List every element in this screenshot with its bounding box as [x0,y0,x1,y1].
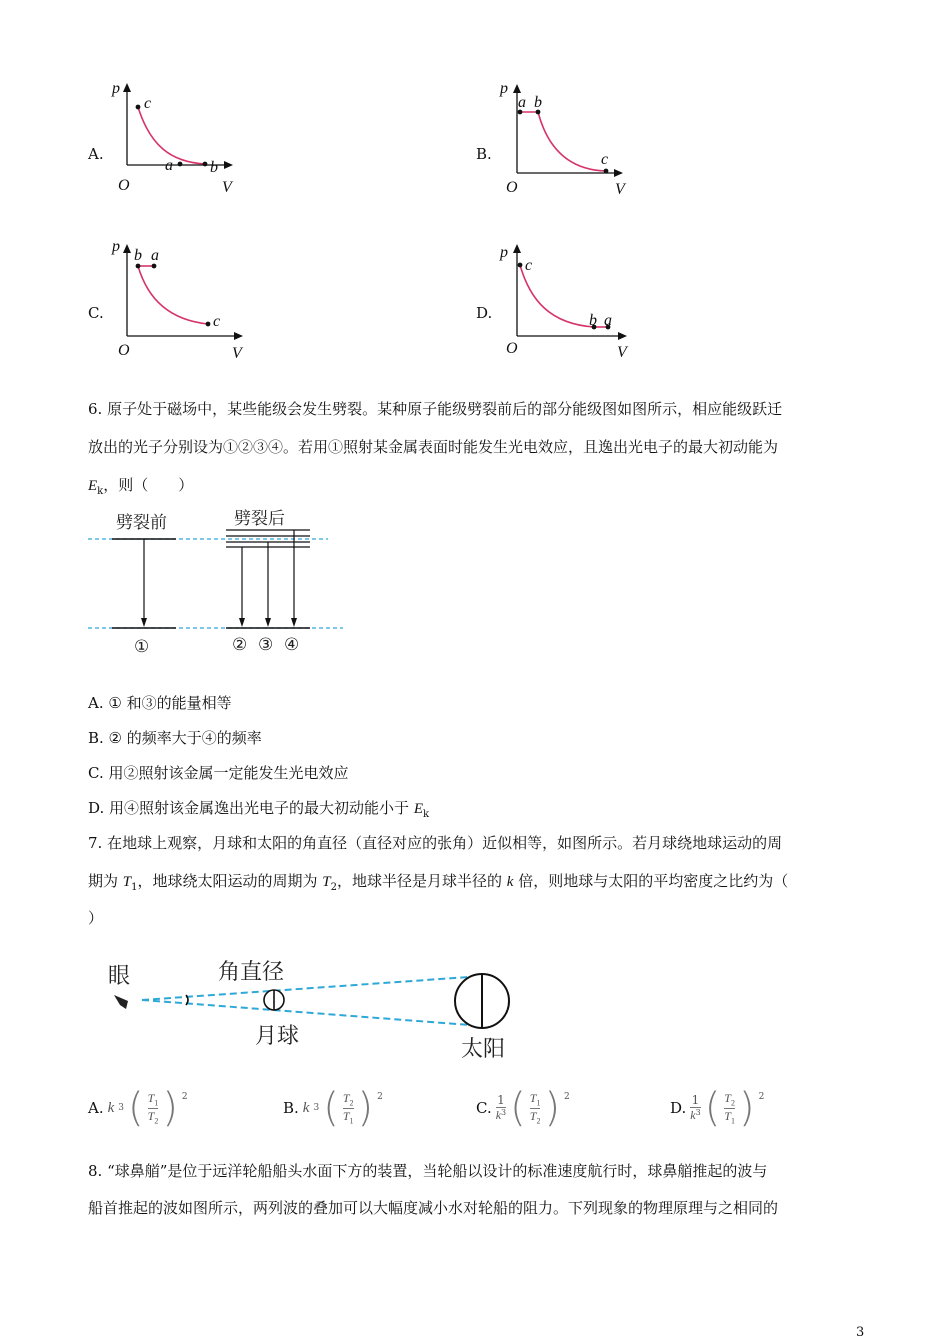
fraction [724,1091,735,1125]
point-label: c [525,257,533,274]
photon-2-label: ② [232,635,248,655]
denominator: $T_1$ [724,1108,735,1125]
origin-o: O [506,340,518,357]
q5-option-a-letter: A. [88,145,104,163]
fraction [530,1091,541,1125]
fraction [690,1093,700,1123]
label-moon: 月球 [255,1024,300,1049]
k-symbol: k [495,1108,502,1122]
ek-subscript: k [422,809,430,820]
numerator: 1 [691,1093,700,1107]
point-label: c [213,313,221,330]
q7-text: 期为 [88,872,123,890]
q5-option-b-letter: B. [476,145,492,163]
point-label: b [589,312,597,329]
option-letter: C. [476,1098,492,1117]
point-label: b [134,247,142,264]
k-symbol: k [107,1099,115,1116]
k-symbol: k [302,1099,310,1116]
axis-v: V [232,345,242,362]
axis-v: V [222,179,232,196]
option-letter: B. [283,1098,299,1117]
q6-option-d [88,801,429,820]
numerator: $T_2$ [724,1091,735,1108]
q6-text-line1: 6. 原子处于磁场中，某些能级会发生劈裂。某种原子能级劈裂前后的部分能级图如图所示，相应能级跃迁 [88,400,783,418]
label-sun: 太阳 [461,1037,506,1062]
numerator: $T_1$ [529,1091,541,1108]
q7-option-b: B. k 3 ( $\frac{T_2}{T_1}$ ) 2 [283,1085,383,1131]
axis-p: p [500,244,508,261]
option-letter: D. [670,1098,687,1117]
q6-text-line2: 放出的光子分别设为①②③④。若用①照射某金属表面时能发生光电效应，且逸出光电子的最大初动能为 [88,438,779,456]
q5-graph-d [500,238,640,363]
axis-v: V [617,344,627,361]
exponent: 3 [695,1108,701,1117]
q5-option-d-letter: D. [476,304,493,322]
q8-text-line1: 8. “球鼻艏”是位于远洋轮船船头水面下方的装置，当轮船以设计的标准速度航行时，球鼻艏推起的波与 [88,1162,768,1180]
k-symbol: k [690,1108,696,1122]
t2-subscript: 2 [330,882,337,893]
q5-graph-a [110,80,250,200]
ek-symbol: E [88,478,98,494]
q6-option-c: C. 用②照射该金属一定能发生光电效应 [88,764,349,782]
numerator: $T_1$ [147,1091,159,1108]
point-label: a [604,312,612,329]
exponent: 2 [758,1092,765,1102]
q7-option-d: D. $\frac{1}{k^3}$ ( $\frac{T_2}{T_1}$ ) 2 [670,1085,765,1131]
ek-subscript: k [97,486,104,497]
label-before-split: 劈裂前 [116,513,167,533]
ek-symbol: E [413,801,423,817]
point-label: a [165,157,173,174]
q6-option-b: B. ② 的频率大于④的频率 [88,729,262,747]
label-angular-diameter: 角直径 [218,960,285,985]
exponent: 2 [377,1092,383,1102]
exponent: 3 [118,1103,125,1113]
q7-option-a: A. k 3 ( $\frac{T_1}{T_2}$ ) 2 [88,1085,188,1131]
point-label: c [601,151,609,168]
origin-o: O [118,342,130,359]
numerator: 1 [497,1093,505,1107]
option-letter: A. [88,1098,104,1117]
axis-v: V [615,181,625,198]
page-number: 3 [856,1325,865,1340]
photon-3-label: ③ [258,635,274,655]
q6-option-d-text: D. 用④照射该金属逸出光电子的最大初动能小于 [88,799,414,817]
q6-text-line3 [88,478,193,497]
t2-symbol: T [322,874,331,890]
q7-option-c: C. $\frac{1}{k^3}$ ( $\frac{T_1}{T_2}$ ) 2 [476,1085,570,1131]
photon-4-label: ④ [284,635,300,655]
point-label: c [144,95,152,112]
t1-symbol: T [122,874,132,890]
fraction [148,1091,159,1125]
q5-graph-c [110,238,250,363]
label-after-split: 劈裂后 [234,509,285,529]
point-label: a [518,94,526,111]
axis-p: p [112,80,120,97]
fraction [496,1093,506,1123]
q7-text-line2 [88,874,788,893]
photon-1-label: ① [134,637,150,657]
fraction [343,1091,354,1125]
k-symbol: k [506,874,514,890]
q5-graph-b [500,80,640,200]
exponent: 2 [564,1092,570,1102]
origin-o: O [118,177,130,194]
exponent: 2 [181,1092,188,1102]
denominator: $T_1$ [342,1108,354,1125]
q7-text: 倍，则地球与太阳的平均密度之比约为（ [513,872,789,890]
q6-option-a: A. ① 和③的能量相等 [88,694,232,712]
numerator: $T_2$ [342,1091,354,1108]
denominator: $T_2$ [529,1108,541,1125]
point-label: a [151,247,159,264]
q6-energy-level-diagram [88,500,358,660]
label-eye: 眼 [108,964,131,989]
denominator: $T_2$ [147,1108,159,1125]
point-label: b [210,159,218,176]
q7-text: ，地球半径是月球半径的 [337,872,507,890]
origin-o: O [506,179,518,196]
point-label: b [534,94,542,111]
q7-text-line1: 7. 在地球上观察，月球和太阳的角直径（直径对应的张角）近似相等，如图所示。若月球绕地球运动的周 [88,834,783,852]
q6-bracket: ，则（ ） [103,476,194,494]
exponent: 3 [501,1108,507,1117]
exponent: 3 [313,1103,320,1113]
q7-text: ，地球绕太阳运动的周期为 [137,872,323,890]
eye-icon [114,995,128,1009]
q7-text-line3: ） [88,909,104,927]
q5-option-c-letter: C. [88,304,104,322]
t1-subscript: 1 [131,882,138,893]
axis-p: p [500,80,508,97]
q7-angular-diameter-diagram [100,955,530,1065]
q8-text-line2: 船首推起的波如图所示，两列波的叠加可以大幅度减小水对轮船的阻力。下列现象的物理原理与之相同的 [88,1199,779,1217]
axis-p: p [112,238,120,255]
